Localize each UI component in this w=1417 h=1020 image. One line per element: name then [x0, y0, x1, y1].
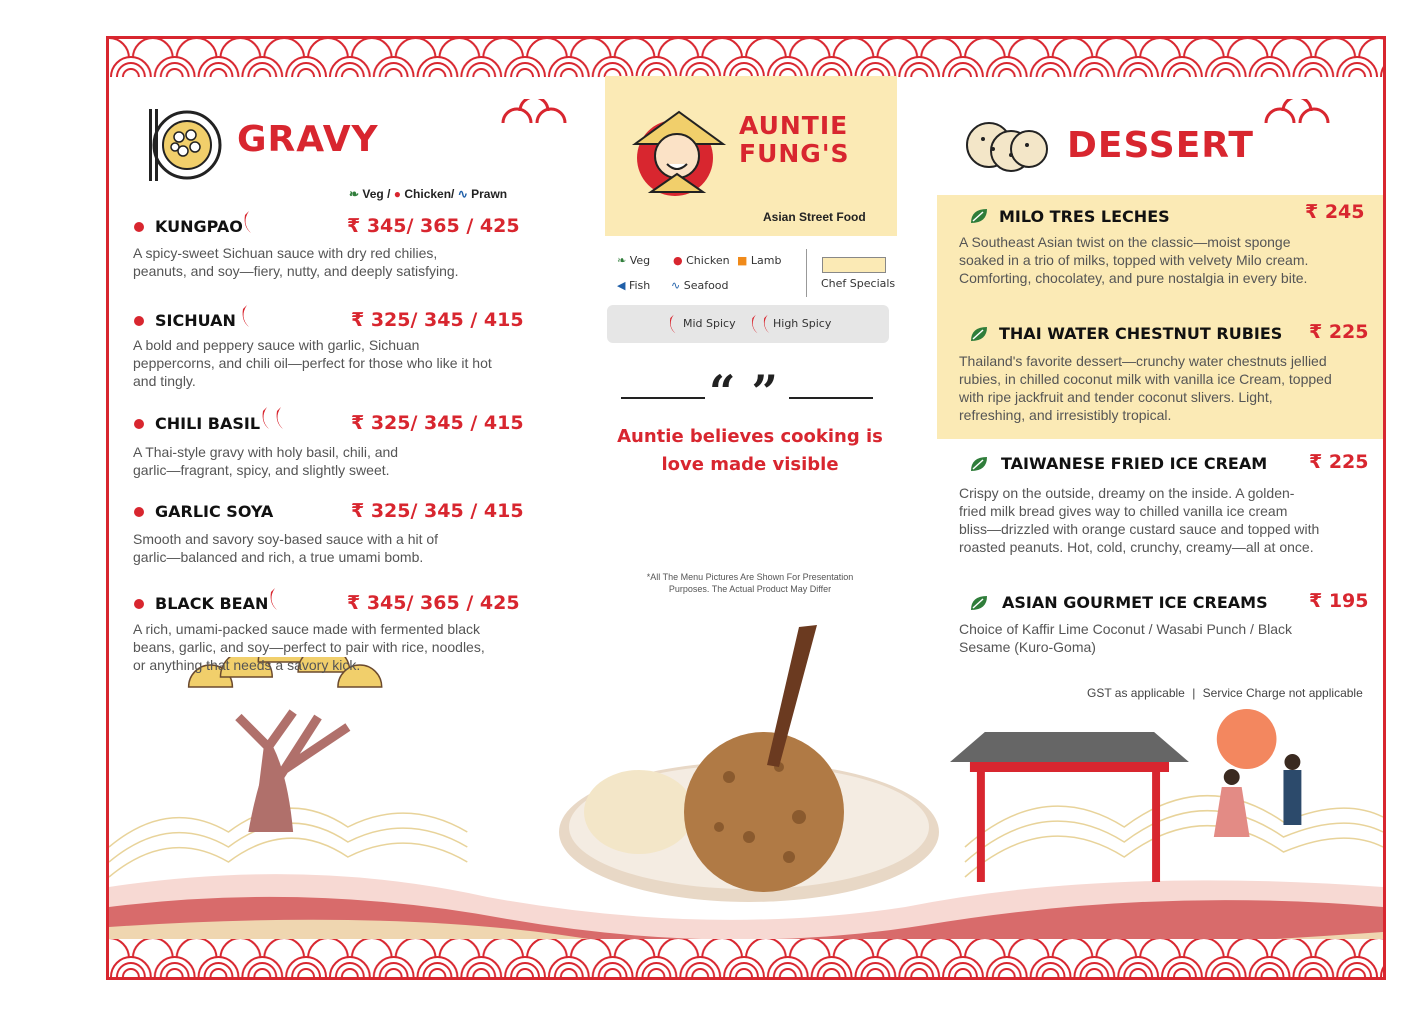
item-bullet [134, 599, 144, 609]
item-description: A rich, umami-packed sauce made with fermented black beans, garlic, and soy—perfect to pair with rice, noodles, or anything that needs a savory kick. [133, 621, 485, 673]
noodle-bowl-icon [145, 107, 225, 183]
bottom-wave-border [109, 939, 1383, 977]
legend-prawn-label: Prawn [471, 187, 508, 201]
chicken-drumstick-icon: ● [673, 254, 683, 267]
veg-leaf-icon [969, 594, 989, 612]
spice-legend [607, 305, 889, 343]
brand-logo-panel [605, 76, 897, 236]
item-description: Thailand's favorite dessert—crunchy water chestnuts jellied rubies, in chilled coconut milk with vanilla ice Cream, topped with ripe jackfruit and tender coconut slivers. Light, refreshing, and irresistibly tropical. [959, 353, 1332, 423]
legend-chicken: ● Chicken [673, 254, 730, 267]
item-price: ₹ 345/ 365 / 425 [347, 592, 520, 614]
item-price: ₹ 225 [1309, 451, 1369, 473]
menu-page [106, 36, 1386, 980]
item-price: ₹ 325/ 345 / 415 [351, 412, 524, 434]
item-name: SICHUAN [155, 311, 236, 330]
prawn-icon: ∿ [671, 279, 681, 292]
item-description: Crispy on the outside, dreamy on the inside. A golden- fried milk bread gives way to chilled vanilla ice cream bliss—drizzled with orange custard sauce and topped with roasted peanuts. Hot, cold, crunchy, creamy—all at once. [959, 485, 1320, 555]
dessert-title: DESSERT [1067, 125, 1254, 166]
high-spicy-icon [747, 313, 773, 335]
diet-legend [349, 187, 507, 201]
legend-chicken-label: Chicken/ [404, 187, 455, 201]
separator: | [1192, 686, 1196, 700]
brand-name: AUNTIE FUNG'S [739, 111, 850, 168]
quote-rule-left [621, 397, 705, 399]
mid-spicy-icon [265, 586, 281, 612]
item-bullet [134, 222, 144, 232]
service-charge-note: Service Charge not applicable [1202, 686, 1363, 700]
quote-text: Auntie believes cooking is love made visible [617, 426, 883, 475]
top-wave-border [109, 39, 1383, 77]
item-name: MILO TRES LECHES [999, 207, 1170, 226]
fish-icon: ◀ [617, 279, 626, 292]
legend-veg: ❧ Veg [617, 254, 651, 267]
veg-leaf-icon: ❧ [349, 187, 360, 201]
item-description: A Southeast Asian twist on the classic—moist sponge soaked in a trio of milks, topped with velvety Milo cream. Comforting, chocolatey, and pure nostalgia in every bite. [959, 234, 1309, 286]
quote-marks-icon: “ ” [709, 365, 778, 419]
item-price: ₹ 345/ 365 / 425 [347, 215, 520, 237]
item-description: A spicy-sweet Sichuan sauce with dry red chilies, peanuts, and soy—fiery, nutty, and deeply satisfying. [133, 245, 459, 279]
mid-spicy-label: Mid Spicy [683, 317, 736, 330]
mid-spicy-icon [665, 313, 679, 335]
veg-leaf-icon: ❧ [617, 254, 627, 267]
cookies-icon [961, 115, 1051, 177]
tax-note [1087, 686, 1363, 700]
disclaimer-note: *All The Menu Pictures Are Shown For Presentation Purposes. The Actual Product May Differ [646, 572, 854, 594]
high-spicy-icon [257, 405, 287, 431]
item-name: CHILI BASIL [155, 414, 261, 433]
item-bullet [134, 507, 144, 517]
high-spicy-label: High Spicy [773, 317, 832, 330]
chef-specials-swatch [822, 257, 886, 273]
veg-leaf-icon [969, 325, 989, 343]
item-description: Choice of Kaffir Lime Coconut / Wasabi Punch / Black Sesame (Kuro-Goma) [959, 621, 1293, 655]
item-bullet [134, 419, 144, 429]
lamb-icon: ■ [737, 254, 748, 267]
veg-leaf-icon [969, 455, 989, 473]
legend-divider [806, 249, 807, 297]
legend-lamb: ■ Lamb [737, 254, 782, 267]
mid-spicy-icon [237, 303, 253, 329]
item-name: ASIAN GOURMET ICE CREAMS [1002, 593, 1268, 612]
item-price: ₹ 325/ 345 / 415 [351, 309, 524, 331]
item-description: A Thai-style gravy with holy basil, chili, and garlic—fragrant, spicy, and slightly sweet. [133, 444, 399, 478]
legend-fish: ◀ Fish [617, 279, 651, 292]
gravy-title: GRAVY [237, 119, 379, 160]
item-name: THAI WATER CHESTNUT RUBIES [999, 324, 1283, 343]
item-name: TAIWANESE FRIED ICE CREAM [1001, 454, 1268, 473]
gst-note: GST as applicable [1087, 686, 1185, 700]
prawn-icon: ∿ [457, 187, 468, 201]
chicken-icon: ● [393, 187, 402, 201]
legend-chef-specials: Chef Specials [821, 277, 896, 290]
wave-ornament-right [1264, 99, 1334, 123]
quote-rule-right [789, 397, 873, 399]
item-name: GARLIC SOYA [155, 502, 274, 521]
item-name: BLACK BEAN [155, 594, 269, 613]
wave-ornament-left [501, 99, 571, 123]
mid-spicy-icon [239, 209, 255, 235]
item-price: ₹ 325/ 345 / 415 [351, 500, 524, 522]
item-name: KUNGPAO [155, 217, 243, 236]
item-description: Smooth and savory soy-based sauce with a hit of garlic—balanced and rich, a true umami bomb. [133, 531, 439, 565]
item-bullet [134, 316, 144, 326]
legend-seafood: ∿ Seafood [671, 279, 729, 292]
item-price: ₹ 195 [1309, 590, 1369, 612]
item-price: ₹ 225 [1309, 321, 1369, 343]
item-description: A bold and peppery sauce with garlic, Sichuan peppercorns, and chili oil—perfect for those who like it hot and tingly. [133, 337, 492, 389]
veg-leaf-icon [969, 207, 989, 225]
item-price: ₹ 245 [1305, 201, 1365, 223]
legend-veg-label: Veg / [362, 187, 391, 201]
auntie-mascot-icon [631, 104, 727, 200]
brand-tagline: Asian Street Food [763, 210, 866, 224]
fried-ice-cream-photo [549, 617, 949, 917]
